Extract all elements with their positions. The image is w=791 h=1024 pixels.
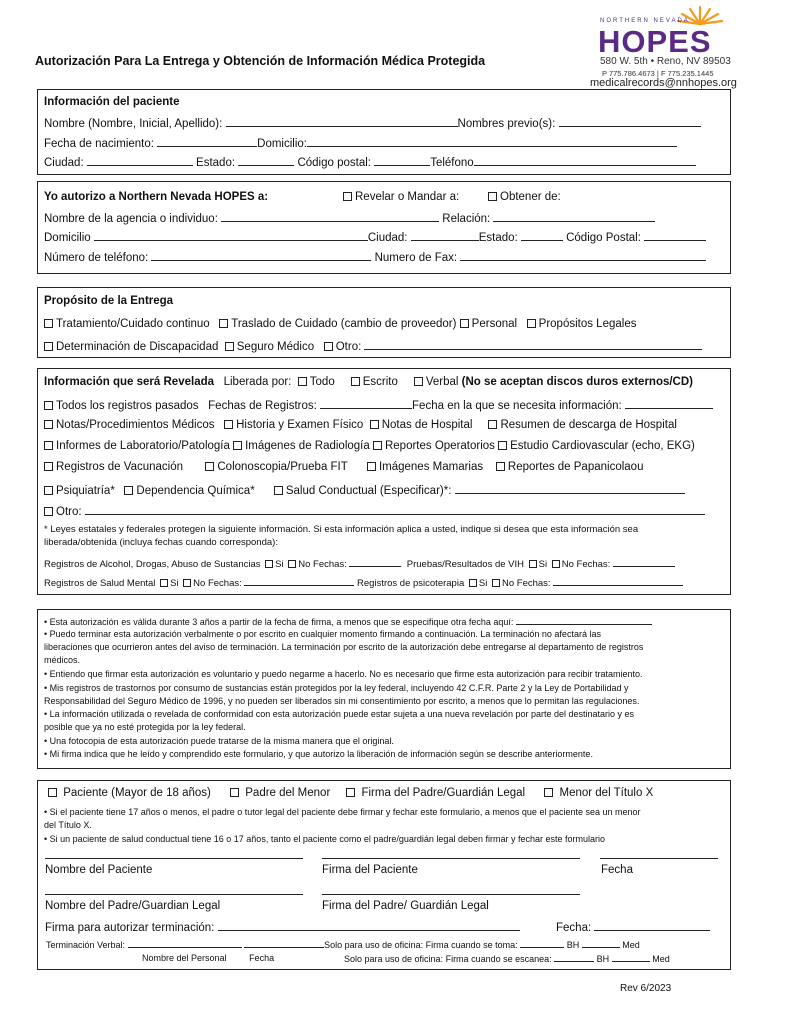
reveal-checkbox[interactable] [343, 192, 352, 201]
purpose-treatment-label: Tratamiento/Cuidado continuo [56, 318, 210, 330]
psycho-label: Registros de psicoterapia [357, 578, 465, 589]
revision-label: Rev 6/2023 [620, 983, 672, 994]
alcohol-dates-label: Fechas: [313, 559, 347, 570]
hiv-no-checkbox[interactable] [552, 560, 560, 568]
office-taken-bh: BH [566, 940, 580, 950]
mental-dates-label: Fechas: [207, 578, 242, 589]
relation-field[interactable] [493, 211, 655, 222]
purpose-legal-label: Propósitos Legales [538, 318, 637, 330]
prev-names-field[interactable] [559, 116, 701, 127]
guardian-name-line[interactable] [45, 894, 303, 895]
operative-checkbox[interactable] [373, 441, 382, 450]
logo-phone: P 775.786.4673 | F 775.235.1445 [602, 69, 714, 78]
radiology-checkbox[interactable] [233, 441, 242, 450]
patient-address-field[interactable] [307, 136, 677, 147]
city-field[interactable] [87, 155, 193, 166]
mammary-label: Imágenes Mamarias [378, 461, 484, 473]
sig-note-1: • Si el paciente tiene 17 años o menos, el padre o tutor legal del paciente debe firmar y fechar este formulario, a menos que el paciente sea un menor [44, 807, 641, 817]
patient-name-line[interactable] [45, 858, 303, 859]
cardio-label: Estudio Cardiovascular (echo, EKG) [510, 440, 695, 452]
auth-address-field[interactable] [94, 230, 368, 241]
psycho-yes-checkbox[interactable] [469, 579, 477, 587]
termination-date-field[interactable] [594, 920, 710, 931]
staff-date-caption: Fecha [249, 953, 275, 963]
purpose-disability-label: Determinación de Discapacidad [56, 341, 219, 353]
authorize-heading: Yo autorizo a Northern Nevada HOPES a: [44, 191, 269, 203]
colonoscopy-label: Colonoscopia/Prueba FIT [217, 461, 348, 473]
office-scanned-med: Med [652, 954, 670, 964]
patient-adult-label: Paciente (Mayor de 18 años) [63, 787, 211, 799]
all-past-checkbox[interactable] [44, 401, 53, 410]
father-minor-checkbox[interactable] [230, 788, 239, 797]
minor-x-label: Menor del Título X [559, 787, 654, 799]
termination-label: Firma para autorizar terminación: [45, 922, 215, 934]
guardian-label: Firma del Padre/Guardián Legal [361, 787, 526, 799]
auth-city-label: Ciudad: [367, 232, 408, 244]
purpose-other-field[interactable] [364, 339, 702, 350]
med-notes-label: Notas/Procedimientos Médicos [56, 419, 215, 431]
phone-field[interactable] [474, 155, 696, 166]
psycho-yes-label: Si [478, 578, 488, 589]
hospital-notes-label: Notas de Hospital [381, 419, 473, 431]
release-all-label: Todo [309, 376, 335, 388]
verbal-date-field[interactable] [244, 939, 324, 948]
term-2b: liberaciones que ocurrieron antes del aviso de terminación. La terminación por escrito de la autorización debe entregarse al departamento de registros [44, 642, 644, 652]
phone-label: Teléfono [430, 157, 474, 169]
fax-field[interactable] [460, 250, 706, 261]
purpose-other-label: Otro: [335, 341, 362, 353]
guardian-checkbox[interactable] [346, 788, 355, 797]
guardian-sig-caption: Firma del Padre/ Guardián Legal [322, 900, 489, 912]
purpose-legal-checkbox[interactable] [527, 319, 536, 328]
history-checkbox[interactable] [224, 420, 233, 429]
state-field[interactable] [238, 155, 294, 166]
hiv-dates-label: Fechas: [576, 559, 611, 570]
zip-field[interactable] [374, 155, 430, 166]
pap-label: Reportes de Papanicolaou [507, 461, 644, 473]
patient-sig-caption: Firma del Paciente [322, 864, 418, 876]
termination-sig-field[interactable] [218, 920, 520, 931]
hiv-yes-label: Si [538, 559, 548, 570]
chem-dep-label: Dependencia Química* [136, 485, 255, 497]
alcohol-dates-field[interactable] [349, 557, 401, 567]
purpose-disability-checkbox[interactable] [44, 342, 53, 351]
auth-zip-field[interactable] [644, 230, 706, 241]
term-5b: posible que ya no esté protegida por la ley federal. [44, 722, 246, 732]
record-dates-field[interactable] [320, 398, 412, 409]
auth-state-label: Estado: [478, 232, 518, 244]
guardian-name-caption: Nombre del Padre/Guardian Legal [45, 900, 221, 912]
behavioral-field[interactable] [455, 483, 685, 494]
staff-name-caption: Nombre del Personal [142, 953, 227, 963]
auth-phone-field[interactable] [151, 250, 371, 261]
mental-no-label: No [193, 578, 206, 589]
prev-names-label: Nombres previo(s): [457, 118, 556, 130]
hiv-dates-field[interactable] [613, 557, 675, 567]
pap-checkbox[interactable] [496, 462, 505, 471]
release-written-checkbox[interactable] [351, 377, 360, 386]
colonoscopy-checkbox[interactable] [205, 462, 214, 471]
auth-zip-label: Código Postal: [566, 232, 641, 244]
father-minor-label: Padre del Menor [245, 787, 331, 799]
hiv-yes-checkbox[interactable] [529, 560, 537, 568]
lab-label: Informes de Laboratorio/Patología [56, 440, 230, 452]
alcohol-no-checkbox[interactable] [288, 560, 296, 568]
protected-note-line2: liberada/obtenida (incluya fechas cuando corresponda): [44, 537, 278, 548]
behavioral-checkbox[interactable] [274, 486, 283, 495]
mental-dates-field[interactable] [244, 576, 354, 586]
purpose-heading: Propósito de la Entrega [44, 295, 174, 307]
patient-name-field[interactable] [226, 116, 458, 127]
psycho-dates-label: Fechas: [516, 578, 551, 589]
purpose-transfer-label: Traslado de Cuidado (cambio de proveedor) [231, 318, 457, 330]
patient-sig-line[interactable] [322, 858, 580, 859]
sig-note-1b: del Título X. [44, 820, 92, 830]
alcohol-label: Registros de Alcohol, Drogas, Abuso de Sustancias [44, 559, 261, 570]
release-verbal-checkbox[interactable] [414, 377, 423, 386]
vaccine-label: Registros de Vacunación [56, 461, 183, 473]
alcohol-yes-checkbox[interactable] [265, 560, 273, 568]
logo-name: HOPES [598, 24, 712, 59]
office-taken-label: Solo para uso de oficina: Firma cuando se toma: [324, 940, 518, 950]
auth-address-label: Domicilio [44, 232, 91, 244]
info-other-checkbox[interactable] [44, 507, 53, 516]
mammary-checkbox[interactable] [367, 462, 376, 471]
psych-checkbox[interactable] [44, 486, 53, 495]
fax-label: Numero de Fax: [374, 252, 458, 264]
patient-adult-checkbox[interactable] [48, 788, 57, 797]
info-other-field[interactable] [85, 504, 705, 515]
guardian-sig-line[interactable] [322, 894, 580, 895]
release-written-label: Escrito [362, 376, 398, 388]
auth-city-field[interactable] [411, 230, 479, 241]
validity-date-field[interactable] [516, 615, 652, 625]
mental-label: Registros de Salud Mental [44, 578, 156, 589]
hospital-notes-checkbox[interactable] [370, 420, 379, 429]
term-6: • Una fotocopia de esta autorización puede tratarse de la misma manera que el original. [44, 736, 394, 746]
vaccine-checkbox[interactable] [44, 462, 53, 471]
reveal-label: Revelar o Mandar a: [355, 191, 460, 203]
patient-heading: Información del paciente [44, 96, 180, 108]
patient-address-label: Domicilio: [257, 138, 307, 150]
lab-checkbox[interactable] [44, 441, 53, 450]
patient-date-line[interactable] [600, 858, 718, 859]
released-by-label: Liberada por: [223, 376, 292, 388]
behavioral-label: Salud Conductual (Especificar)*: [285, 485, 452, 497]
term-7: • Mi firma indica que he leído y comprendido este formulario, y que autorizo la liberación de información según se describe anteriormente. [44, 749, 593, 759]
discharge-checkbox[interactable] [488, 420, 497, 429]
patient-name-label: Nombre (Nombre, Inicial, Apellido): [44, 118, 223, 130]
obtain-label: Obtener de: [500, 191, 561, 203]
protected-note-line1: * Leyes estatales y federales protegen la siguiente información. Si esta información aplica a usted, indique si desea que esta información sea [44, 524, 639, 535]
purpose-personal-checkbox[interactable] [460, 319, 469, 328]
mental-yes-label: Si [170, 578, 179, 589]
psych-label: Psiquiatría* [56, 485, 115, 497]
office-scanned-bh-field[interactable] [612, 953, 650, 962]
relation-label: Relación: [442, 213, 491, 225]
hiv-no-label: No [561, 559, 574, 570]
chem-dep-checkbox[interactable] [124, 486, 133, 495]
city-label: Ciudad: [44, 157, 84, 169]
dob-field[interactable] [157, 136, 257, 147]
psycho-no-label: No [501, 578, 515, 589]
needed-date-field[interactable] [625, 398, 713, 409]
auth-phone-label: Número de teléfono: [44, 252, 149, 264]
obtain-checkbox[interactable] [488, 192, 497, 201]
record-dates-label: Fechas de Registros: [208, 400, 317, 412]
discharge-label: Resumen de descarga de Hospital [500, 419, 677, 431]
history-label: Historia y Examen Físico [236, 419, 364, 431]
hiv-label: Pruebas/Resultados de VIH [406, 559, 524, 570]
mental-no-checkbox[interactable] [183, 579, 191, 587]
verbal-term-label: Terminación Verbal: [46, 940, 126, 950]
patient-date-caption: Fecha [601, 864, 633, 876]
alcohol-no-label: No [298, 559, 311, 570]
alcohol-yes-label: Si [275, 559, 284, 570]
term-2: • Puedo terminar esta autorización verbalmente o por escrito en cualquier momento firmando a continuación. La terminación no afectará las [44, 629, 601, 639]
office-scanned-field[interactable] [554, 953, 594, 962]
needed-date-label: Fecha en la que se necesita información: [412, 400, 622, 412]
term-4: • Mis registros de trastornos por consumo de sustancias están protegidos por la ley federal, incluyendo 42 C.F.R. Parte 2 y la Ley de Portabilidad y [44, 683, 629, 693]
radiology-label: Imágenes de Radiología [245, 440, 370, 452]
zip-label: Código postal: [297, 157, 371, 169]
psycho-no-checkbox[interactable] [492, 579, 500, 587]
term-5: • La información utilizada o revelada de conformidad con esta autorización puede estar sujeta a una nueva revelación por parte del destinatario y es [44, 709, 635, 719]
purpose-other-checkbox[interactable] [324, 342, 333, 351]
sig-note-2: • Si un paciente de salud conductual tiene 16 o 17 años, tanto el paciente como el padre/guardián legal deben firmar y fechar este formulario [44, 834, 606, 844]
termination-date-label: Fecha: [556, 922, 592, 934]
form-title: Autorización Para La Entrega y Obtención de Información Médica Protegida [35, 54, 486, 68]
patient-name-caption: Nombre del Paciente [45, 864, 153, 876]
no-disks-note: (No se aceptan discos duros externos/CD) [461, 376, 693, 388]
release-verbal-label: Verbal [425, 376, 459, 388]
term-4b: Responsabilidad del Seguro Médico de 1996, y no pueden ser liberados sin mi consentimiento por escrito, a menos que lo permitan las regulaciones. [44, 696, 640, 706]
agency-field[interactable] [221, 211, 439, 222]
purpose-treatment-checkbox[interactable] [44, 319, 53, 328]
verbal-staff-field[interactable] [128, 939, 242, 948]
dob-label: Fecha de nacimiento: [44, 138, 154, 150]
info-other-label: Otro: [56, 506, 82, 518]
mental-yes-checkbox[interactable] [160, 579, 168, 587]
logo-tagline: NORTHERN NEVADA [600, 18, 690, 24]
auth-state-field[interactable] [521, 230, 563, 241]
info-heading: Información que será Revelada [44, 376, 215, 388]
purpose-personal-label: Personal [471, 318, 518, 330]
office-scanned-label: Solo para uso de oficina: Firma cuando se escanea: [344, 954, 552, 964]
term-2c: médicos. [44, 655, 81, 665]
term-3: • Entiendo que firmar esta autorización es voluntario y puedo negarme a hacerlo. No es necesario que firme esta autorización para recibir tratamiento. [44, 669, 643, 679]
psycho-dates-field[interactable] [553, 576, 683, 586]
release-all-checkbox[interactable] [298, 377, 307, 386]
agency-label: Nombre de la agencia o individuo: [44, 213, 218, 225]
logo-address: 580 W. 5th • Reno, NV 89503 [600, 56, 731, 67]
purpose-insurance-label: Seguro Médico [236, 341, 315, 353]
office-taken-bh-field[interactable] [582, 939, 620, 948]
hopes-logo [590, 4, 740, 89]
all-past-label: Todos los registros pasados [56, 400, 199, 412]
state-label: Estado: [196, 157, 236, 169]
logo-email: medicalrecords@nnhopes.org [590, 77, 737, 89]
office-taken-field[interactable] [520, 939, 564, 948]
purpose-insurance-checkbox[interactable] [225, 342, 234, 351]
operative-label: Reportes Operatorios [384, 440, 495, 452]
term-1: • Esta autorización es válida durante 3 años a partir de la fecha de firma, a menos que se especifique otra fecha aquí: [44, 617, 514, 627]
office-scanned-bh: BH [596, 954, 610, 964]
purpose-transfer-checkbox[interactable] [219, 319, 228, 328]
med-notes-checkbox[interactable] [44, 420, 53, 429]
cardio-checkbox[interactable] [498, 441, 507, 450]
office-taken-med: Med [622, 940, 640, 950]
minor-x-checkbox[interactable] [544, 788, 553, 797]
